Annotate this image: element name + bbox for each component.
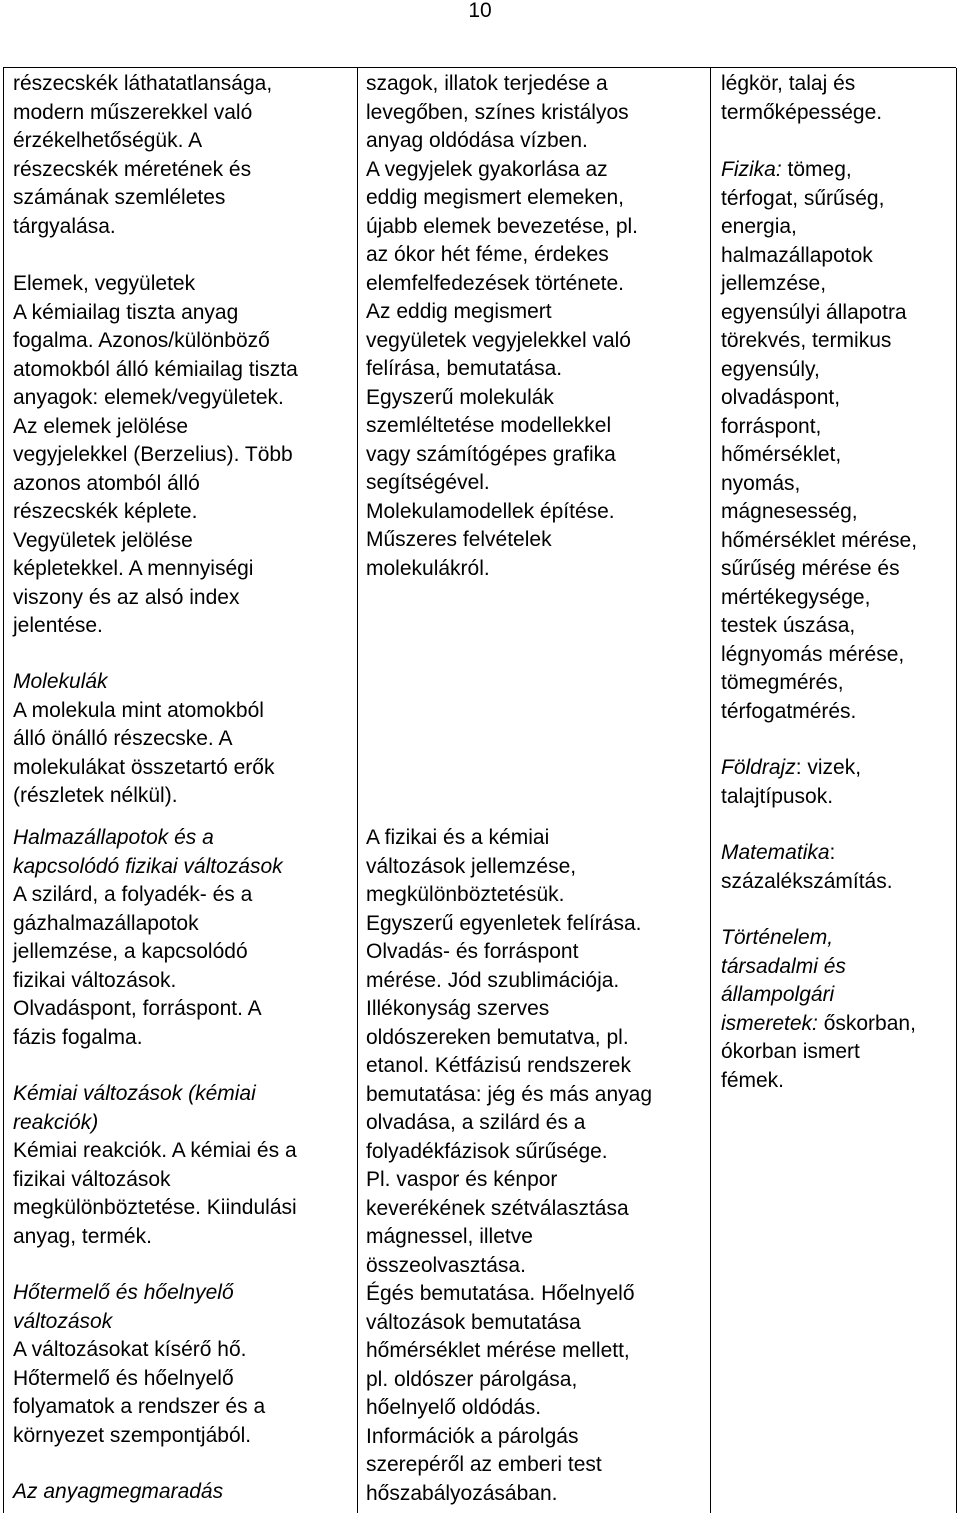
section-title-elements: Elemek, vegyületek (13, 272, 196, 295)
section-title-molecules: Molekulák (13, 670, 108, 693)
connection-history: Történelem, társadalmi és állampolgári ismeretek: őskorban, ókorban ismert fémek. (721, 926, 916, 1092)
section-molecules: Molekulák A molekula mint atomokból álló önálló részecske. A molekulákat összetartó erők (részletek nélkül). (13, 668, 353, 811)
column-connections (711, 68, 957, 1513)
section-chemical-changes: Kémiai változások (kémiai reakciók) Kémiai reakciók. A kémiai és a fizikai változások megkülönböztetése. Kiindulási anyag, termék. (13, 1082, 297, 1248)
activities-bottom: A fizikai és a kémiai változások jellemzése, megkülönböztetésük. Egyszerű egyenletek felírása. Olvadás- és forráspont mérése. Jód szublimációja. Illékonyság szerves oldószereken bemutatva, pl. etanol. Kétfázisú rendszerek bemutatása: jég és más anyag olvadása, a szilárd és a folyadékfázisok sűrűsége. Pl. vaspor és kénpor keverékének szétválasztása mágnessel, illetve összeolvasztása. Égés bemutatása. Hőelnyelő változások bemutatása hőmérséklet mérése mellett, pl. oldószer párolgása, hőelnyelő oldódás. Információk a párolgás szerepéről az emberi test hőszabályozásában. (366, 826, 653, 1505)
curriculum-table (3, 67, 956, 1513)
activities-top: szagok, illatok terjedése a levegőben, színes kristályos anyag oldódása vízben. A vegyjelek gyakorlása az eddig megismert elemeken, újabb elemek bevezetése, pl. az ókor hét féme, érdekes elemfelfedezések története. Az eddig megismert vegyületek vegyjelekkel való felírása, bemutatása. Egyszerű molekulák szemléltetése modellekkel vagy számítógépes grafika segítségével. Molekulamodellek építése. Műszeres felvételek molekulákról. (366, 72, 639, 580)
section-heat-changes: Hőtermelő és hőelnyelő változások A változásokat kísérő hő. Hőtermelő és hőelnyelő folyamatok a rendszer és a környezet szempontjából. (13, 1281, 266, 1447)
page-number: 10 (468, 0, 492, 22)
topics-intro: részecskék láthatatlansága, modern műszerekkel való érzékelhetőségük. A részecskék méretének és számának szemléletes tárgyalása. (13, 72, 273, 238)
column-topics (4, 68, 358, 1513)
section-elements: Elemek, vegyületek A kémiailag tiszta anyag fogalma. Azonos/különböző atomokból álló kémiailag tiszta anyagok: elemek/vegyületek. Az elemek jelölése vegyjelekkel (Berzelius). Több azonos atomból álló részecskék képlete. Vegyületek jelölése képletekkel. A mennyiségi viszony és az alsó index jelentése. (13, 270, 353, 641)
section-states: Halmazállapotok és a kapcsolódó fizikai változások A szilárd, a folyadék- és a gázhalmazállapotok jellemzése, a kapcsolódó fizikai változások. Olvadáspont, forráspont. A fázis fogalma. (13, 826, 283, 1049)
connection-geography: Földrajz: vizek, talajtípusok. (721, 756, 862, 808)
connections-intro: légkör, talaj és termőképessége. (721, 72, 883, 124)
connection-math: Matematika: százalékszámítás. (721, 841, 893, 893)
section-conservation: Az anyagmegmaradás (13, 1480, 224, 1503)
column-activities (358, 68, 711, 1513)
connection-physics: Fizika: tömeg, térfogat, sűrűség, energia, halmazállapotok jellemzése, egyensúlyi állapotra törekvés, termikus egyensúly, olvadáspont, forráspont, hőmérséklet, nyomás, mágnesesség, hőmérséklet mérése, sűrűség mérése és mértékegysége, testek úszása, légnyomás mérése, tömegmérés, térfogatmérés. (721, 158, 918, 723)
